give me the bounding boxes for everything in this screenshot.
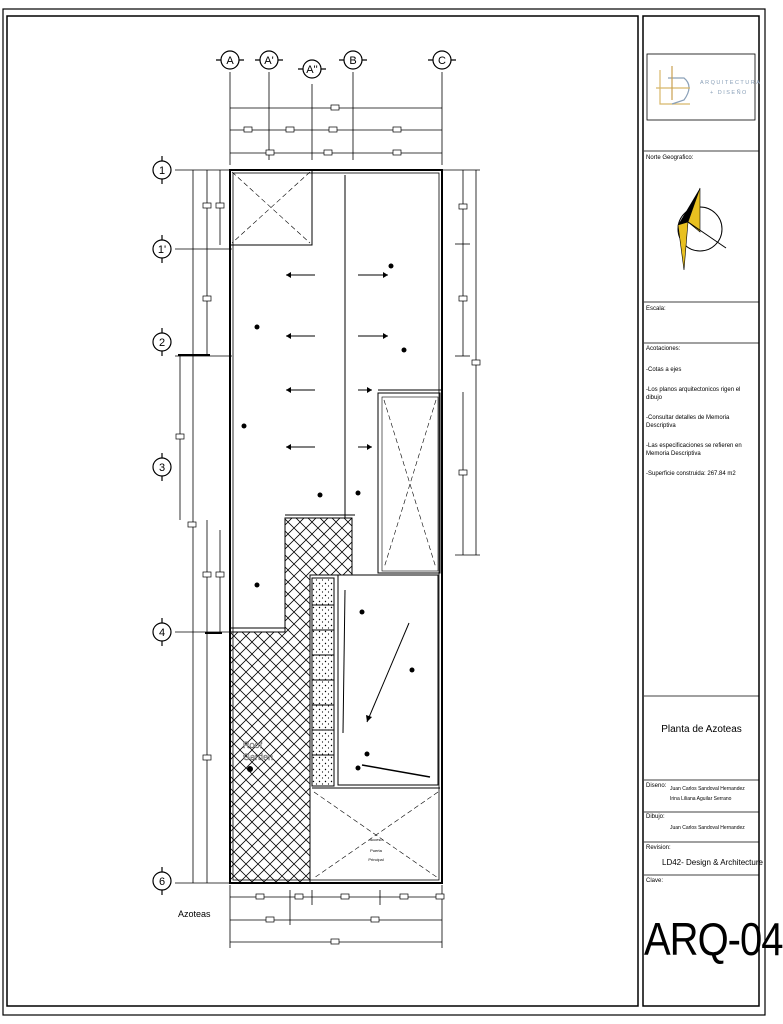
north-arrow-icon xyxy=(678,188,726,270)
access-label: Puerta xyxy=(370,848,382,853)
plan-label: Azoteas xyxy=(178,909,211,919)
revision-label: Revision: xyxy=(646,845,671,851)
north-label: Norte Geografico: xyxy=(646,155,694,161)
skylight-strip xyxy=(312,578,334,786)
grid-bubbles-top xyxy=(216,51,456,78)
grid-col-label: A' xyxy=(264,55,274,67)
right-dimension-lines xyxy=(442,170,480,555)
grid-col-label: A xyxy=(226,55,234,67)
drawing-label: Dibujo: xyxy=(646,814,665,820)
grid-row-label: 3 xyxy=(158,462,166,474)
note-item: -Consultar detalles de Memoria Descriptiva xyxy=(646,415,730,429)
grid-bubbles-left xyxy=(153,156,171,895)
sheet-key: ARQ-04 xyxy=(644,914,783,966)
designer-name: Irina Liliana Aguilar Serrano xyxy=(670,796,732,802)
key-label: Clave: xyxy=(646,878,664,884)
bottom-dimension-lines xyxy=(230,885,444,948)
access-label: Principal xyxy=(368,857,384,862)
drawing-frame xyxy=(7,16,638,1006)
grid-row-label: 6 xyxy=(158,876,166,888)
note-item: -Cotas a ejes xyxy=(646,367,682,373)
top-dimension-lines xyxy=(230,72,442,165)
design-label: Diseno: xyxy=(646,783,667,789)
grid-row-label: 1' xyxy=(157,244,167,256)
scale-label: Escala: xyxy=(646,306,666,312)
notes-list xyxy=(646,366,756,478)
grid-col-label: B xyxy=(349,55,357,67)
logo-icon xyxy=(656,66,690,104)
left-dimension-lines xyxy=(175,170,232,883)
note-item: -Los planos arquitectonicos rigen el dibujo xyxy=(646,387,741,401)
logo-text-line: + DISEÑO xyxy=(710,90,748,96)
note-item: -Las especificaciones se refieren en Memoria Descriptiva xyxy=(646,443,742,457)
logo-text-line: ARQUITECTURA xyxy=(700,80,762,86)
grid-row-label: 2 xyxy=(158,337,166,349)
sheet-title: Planta de Azoteas xyxy=(661,724,742,735)
grid-row-label: 4 xyxy=(158,627,166,639)
grid-col-label: C xyxy=(438,55,446,67)
grid-row-label: 1 xyxy=(158,165,166,177)
garden-label: Roof xyxy=(243,740,263,750)
drawer-name: Juan Carlos Sandoval Hernandez xyxy=(670,825,745,831)
logo-text xyxy=(700,78,761,98)
garden-label: Garden xyxy=(243,752,274,762)
notes-label: Acotaciones: xyxy=(646,346,681,352)
grid-col-label: A'' xyxy=(306,64,318,76)
floor-plan xyxy=(153,51,480,948)
designer-name: Juan Carlos Sandoval Hernandez xyxy=(670,786,745,792)
revision-value: LD42- Design & Architecture xyxy=(662,858,763,867)
access-label: Acceso xyxy=(369,837,383,842)
note-item: -Superficie construida: 267.84 m2 xyxy=(646,471,736,477)
